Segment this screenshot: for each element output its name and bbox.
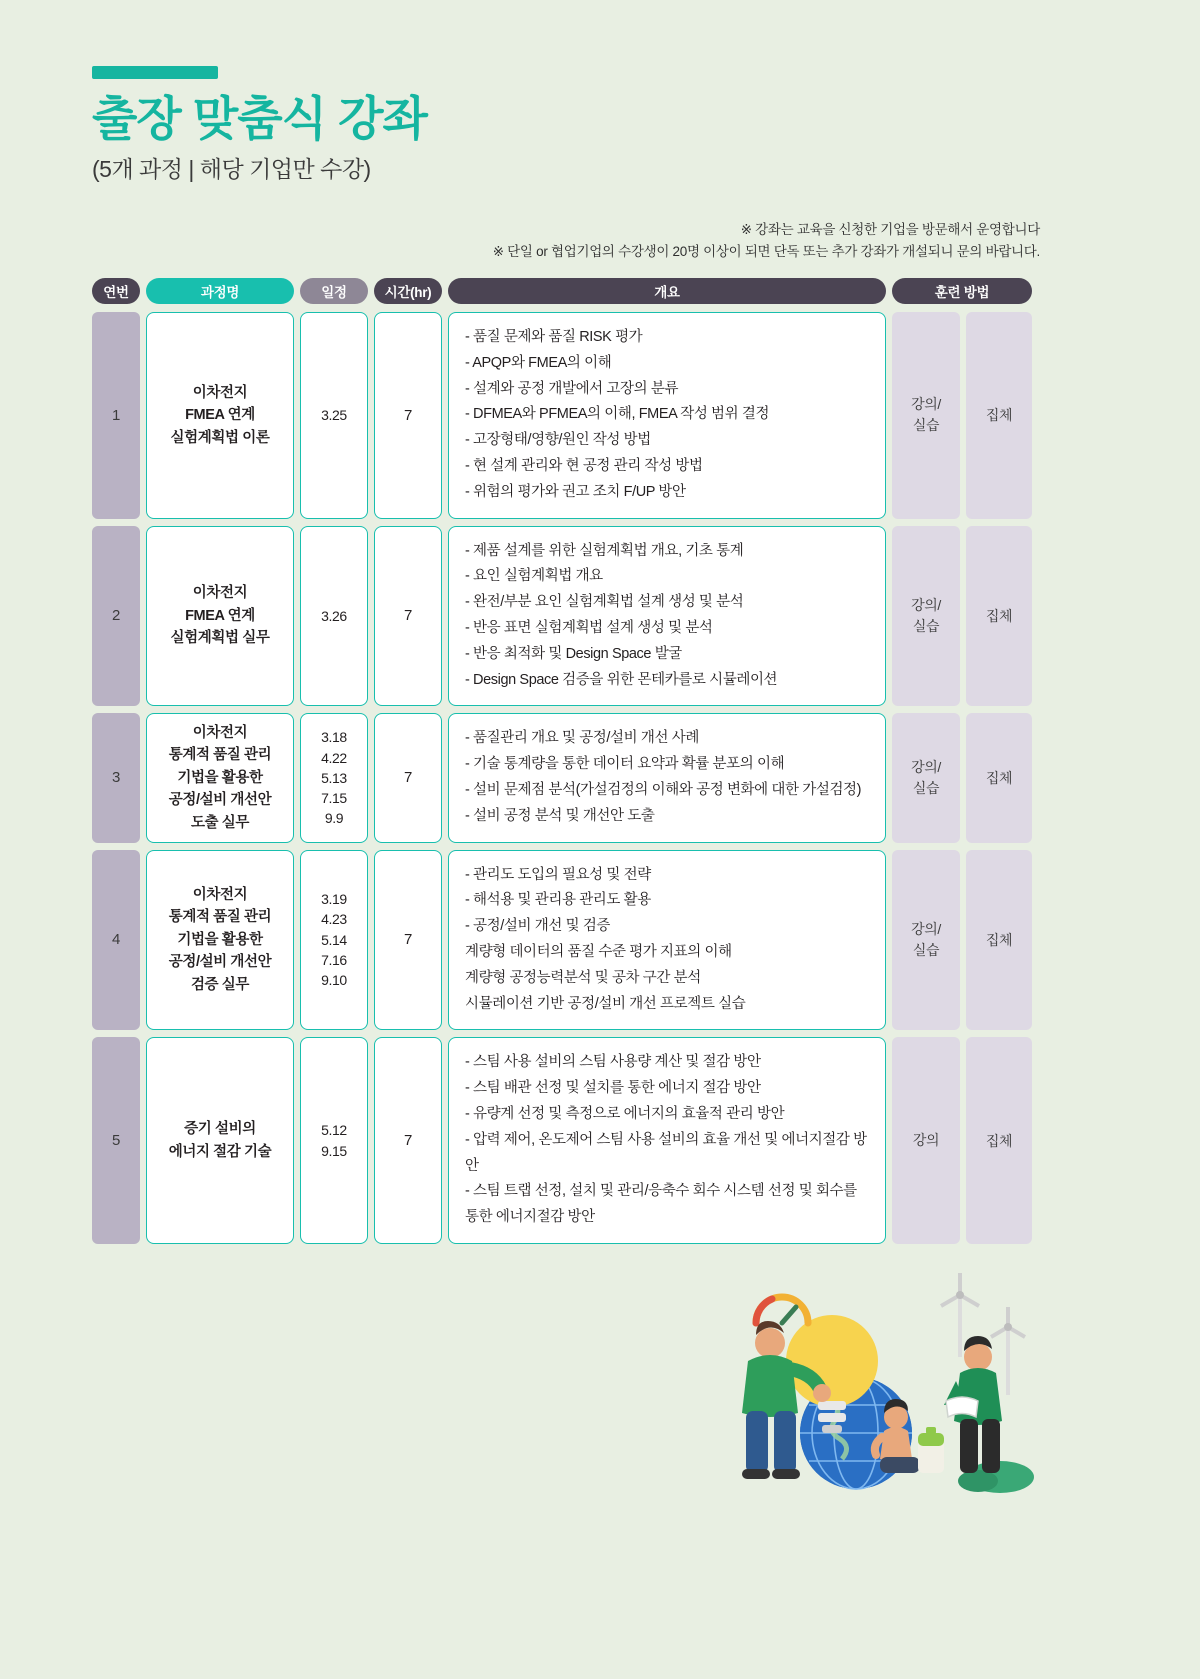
training-method: 강의 — [892, 1037, 960, 1244]
page-header — [92, 66, 427, 184]
course-name: 증기 설비의 에너지 절감 기술 — [146, 1037, 294, 1244]
outline-line: - 기술 통계량을 통한 데이터 요약과 확률 분포의 이해 — [465, 756, 785, 773]
row-number: 4 — [92, 850, 140, 1031]
course-outline — [448, 850, 886, 1031]
row-number: 1 — [92, 312, 140, 519]
col-header-date: 일정 — [300, 278, 368, 304]
page-title: 출장 맞춤식 강좌 — [92, 92, 427, 145]
outline-line: - 품질관리 개요 및 공정/설비 개선 사례 — [465, 730, 699, 747]
outline-line: - 공정/설비 개선 및 검증 — [465, 918, 611, 935]
course-hours: 7 — [374, 312, 442, 519]
course-name: 이차전지 FMEA 연계 실험계획법 실무 — [146, 526, 294, 707]
outline-line: - 스팀 배관 선정 및 설치를 통한 에너지 절감 방안 — [465, 1080, 761, 1097]
outline-line: - DFMEA와 PFMEA의 이해, FMEA 작성 범위 결정 — [465, 406, 770, 423]
col-header-outline: 개요 — [448, 278, 886, 304]
col-header-no: 연번 — [92, 278, 140, 304]
notes-block — [493, 219, 1040, 264]
accent-bar — [92, 66, 218, 79]
outline-line: - 유량계 선정 및 측정으로 에너지의 효율적 관리 방안 — [465, 1105, 785, 1122]
outline-line: - 위험의 평가와 권고 조치 F/UP 방안 — [465, 483, 686, 500]
outline-line: - 설비 공정 분석 및 개선안 도출 — [465, 807, 655, 824]
outline-line: - 제품 설계를 위한 실험계획법 개요, 기초 통계 — [465, 542, 744, 559]
outline-line: - 스팀 사용 설비의 스팀 사용량 계산 및 절감 방안 — [465, 1054, 761, 1071]
col-header-method: 훈련 방법 — [892, 278, 1032, 304]
table-row — [92, 713, 1032, 842]
outline-line: 시뮬레이션 기반 공정/설비 개선 프로젝트 실습 — [465, 995, 746, 1012]
course-outline — [448, 1037, 886, 1244]
table-row — [92, 850, 1032, 1031]
course-name: 이차전지 통계적 품질 관리 기법을 활용한 공정/설비 개선안 검증 실무 — [146, 850, 294, 1031]
col-header-course: 과정명 — [146, 278, 294, 304]
course-name: 이차전지 통계적 품질 관리 기법을 활용한 공정/설비 개선안 도출 실무 — [146, 713, 294, 842]
training-type: 집체 — [966, 850, 1032, 1031]
outline-line: - 완전/부분 요인 실험계획법 설계 생성 및 분석 — [465, 594, 744, 611]
row-number: 2 — [92, 526, 140, 707]
outline-line: - 반응 표면 실험계획법 설계 생성 및 분석 — [465, 619, 713, 636]
row-number: 5 — [92, 1037, 140, 1244]
course-hours: 7 — [374, 850, 442, 1031]
outline-line: - 요인 실험계획법 개요 — [465, 568, 603, 585]
outline-line: - 설비 문제점 분석(가설검정의 이해와 공정 변화에 대한 가설검정) — [465, 781, 862, 798]
outline-line: 통한 에너지절감 방안 — [465, 1209, 595, 1226]
outline-line: - 해석용 및 관리용 관리도 활용 — [465, 892, 651, 909]
training-type: 집체 — [966, 1037, 1032, 1244]
course-dates: 3.26 — [300, 526, 368, 707]
training-method: 강의/ 실습 — [892, 526, 960, 707]
course-dates: 3.25 — [300, 312, 368, 519]
outline-line: - 설계와 공정 개발에서 고장의 분류 — [465, 380, 679, 397]
outline-line: - APQP와 FMEA의 이해 — [465, 354, 612, 371]
training-type: 집체 — [966, 526, 1032, 707]
outline-line: 계량형 데이터의 품질 수준 평가 지표의 이해 — [465, 943, 732, 960]
outline-line: - 현 설계 관리와 현 공정 관리 작성 방법 — [465, 457, 703, 474]
note-line-2: ※ 단일 or 협업기업의 수강생이 20명 이상이 되면 단독 또는 추가 강좌가 개설되니 문의 바랍니다. — [492, 244, 1040, 260]
course-outline — [448, 312, 886, 519]
table-row — [92, 526, 1032, 707]
course-hours: 7 — [374, 713, 442, 842]
course-hours: 7 — [374, 526, 442, 707]
note-line-1: ※ 강좌는 교육을 신청한 기업을 방문해서 운영합니다 — [740, 222, 1040, 237]
course-table — [92, 278, 1032, 1251]
energy-illustration — [660, 1265, 1040, 1495]
course-outline — [448, 713, 886, 842]
outline-line: - 관리도 도입의 필요성 및 전략 — [465, 866, 651, 883]
outline-line: - 품질 문제와 품질 RISK 평가 — [465, 329, 643, 345]
outline-line: 계량형 공정능력분석 및 공차 구간 분석 — [465, 969, 701, 986]
col-header-hours: 시간(hr) — [374, 278, 442, 304]
table-row — [92, 312, 1032, 519]
table-header-row — [92, 278, 1032, 304]
table-row — [92, 1037, 1032, 1244]
course-outline — [448, 526, 886, 707]
table-body — [92, 312, 1032, 1244]
outline-line: - 압력 제어, 온도제어 스팀 사용 설비의 효율 개선 및 에너지절감 방안 — [465, 1131, 867, 1174]
row-number: 3 — [92, 713, 140, 842]
outline-line: - 고장형태/영향/원인 작성 방법 — [465, 432, 651, 449]
training-type: 집체 — [966, 312, 1032, 519]
course-dates: 3.19 4.23 5.14 7.16 9.10 — [300, 850, 368, 1031]
course-dates: 3.18 4.22 5.13 7.15 9.9 — [300, 713, 368, 842]
outline-line: - 스팀 트랩 선정, 설치 및 관리/응축수 회수 시스템 선정 및 회수를 — [465, 1183, 857, 1200]
training-method: 강의/ 실습 — [892, 713, 960, 842]
training-method: 강의/ 실습 — [892, 312, 960, 519]
course-hours: 7 — [374, 1037, 442, 1244]
training-method: 강의/ 실습 — [892, 850, 960, 1031]
outline-line: - 반응 최적화 및 Design Space 발굴 — [465, 645, 682, 662]
course-name: 이차전지 FMEA 연계 실험계획법 이론 — [146, 312, 294, 519]
outline-line: - Design Space 검증을 위한 몬테카를로 시뮬레이션 — [465, 671, 778, 688]
course-dates: 5.12 9.15 — [300, 1037, 368, 1244]
training-type: 집체 — [966, 713, 1032, 842]
page-subtitle: (5개 과정 | 해당 기업만 수강) — [92, 155, 371, 182]
